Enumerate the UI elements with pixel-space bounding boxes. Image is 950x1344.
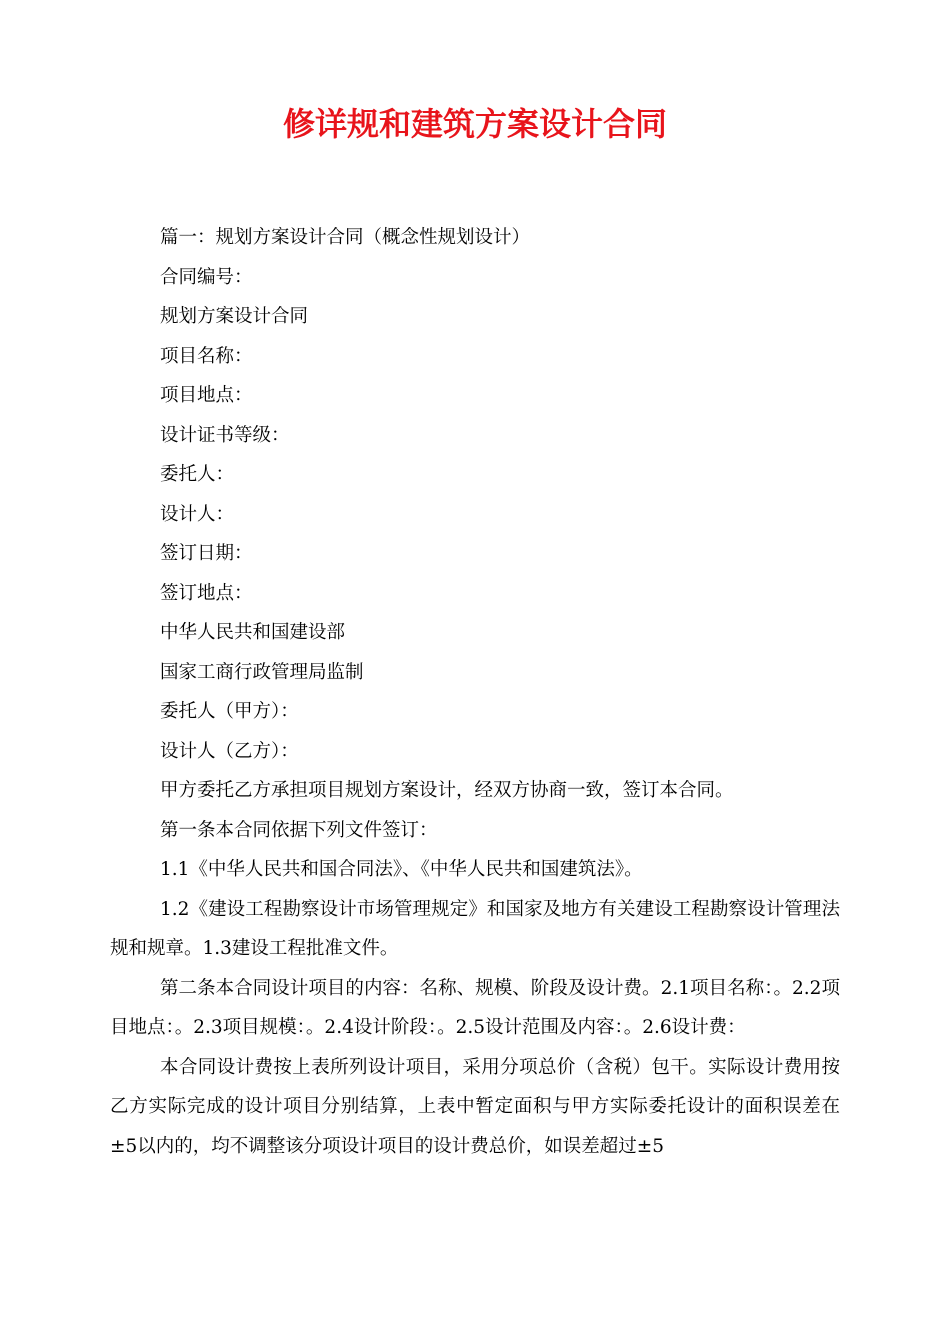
paragraph: 委托人（甲方）：	[160, 701, 299, 722]
document-body	[110, 218, 840, 1166]
paragraph: 签订地点：	[160, 582, 253, 604]
paragraph: 规划方案设计合同	[160, 306, 309, 327]
paragraph: 设计人（乙方）：	[160, 740, 299, 762]
paragraph: 委托人：	[160, 464, 235, 485]
paragraph: 合同编号：	[160, 266, 253, 288]
paragraph: 项目名称：	[160, 345, 253, 367]
paragraph: 设计人：	[160, 503, 235, 525]
paragraph: 本合同设计费按上表所列设计项目，采用分项总价（含税）包干。实际设计费用按乙方实际完成的设计项目分别结算，上表中暂定面积与甲方实际委托设计的面积误差在±5以内的，均不调整该分项设计项目的设计费总价，如误差超过±5	[110, 1056, 840, 1157]
paragraph: 国家工商行政管理局监制	[160, 661, 364, 683]
paragraph: 签订日期：	[160, 543, 253, 564]
paragraph: 项目地点：	[160, 385, 253, 406]
paragraph: 篇一：规划方案设计合同（概念性规划设计）	[160, 227, 531, 248]
document-title: 修详规和建筑方案设计合同	[282, 105, 667, 143]
paragraph: 第一条本合同依据下列文件签订：	[160, 819, 438, 841]
paragraph: 设计证书等级：	[160, 424, 290, 446]
paragraph: 甲方委托乙方承担项目规划方案设计，经双方协商一致，签订本合同。	[160, 780, 734, 801]
paragraph: 第二条本合同设计项目的内容：名称、规模、阶段及设计费。2.1项目名称：。2.2项目地点：。2.3项目规模：。2.4设计阶段：。2.5设计范围及内容：。2.6设计费：	[110, 977, 840, 1038]
paragraph: 1.2《建设工程勘察设计市场管理规定》和国家及地方有关建设工程勘察设计管理法规和规章。1.3建设工程批准文件。	[110, 898, 840, 959]
paragraph: 中华人民共和国建设部	[160, 622, 346, 643]
paragraph: 1.1《中华人民共和国合同法》、《中华人民共和国建筑法》。	[160, 859, 643, 880]
